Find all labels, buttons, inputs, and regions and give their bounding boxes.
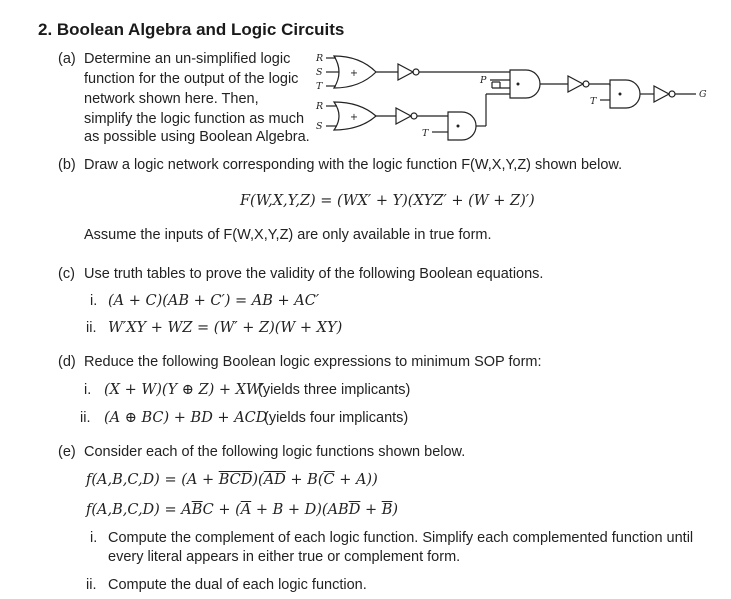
part-d-item-2-expr: (A ⊕ BC) + BD + ACD (104, 410, 268, 426)
f2-bar-d: $\overline{D}$ (348, 502, 361, 518)
part-c-item-1-num: i. (90, 293, 98, 309)
part-b-note: Assume the inputs of F(W,X,Y,Z) are only available in true form. (84, 227, 492, 243)
part-e-item-2-line-1: Compute the dual of each logic function. (108, 577, 367, 593)
part-a-line-1: Determine an un-simplified logic (84, 51, 291, 67)
part-e-text: Consider each of the following logic functions shown below. (84, 444, 466, 460)
part-d-text: Reduce the following Boolean logic expressions to minimum SOP form: (84, 354, 542, 370)
part-e-item-1-line-2: every literal appears in either true or complement form. (108, 549, 461, 565)
part-c-text: Use truth tables to prove the validity of the following Boolean equations. (84, 266, 544, 282)
part-d-item-1-expr: (X + W)(Y ⊕ Z) + XW′ (104, 382, 265, 398)
part-c-item-1-expr: (A + C)(AB + C′) = AB + AC′ (108, 293, 320, 309)
f1-lhs: f(A,B,C,D) = (A + (86, 472, 219, 488)
f2-mid-2: + B + D)(AB (251, 502, 349, 518)
part-b-label: (b) (58, 157, 76, 173)
part-a-line-3 (84, 90, 306, 108)
part-a-line-5: as possible using Boolean Algebra. (84, 129, 310, 145)
logic-circuit-diagram (310, 50, 710, 150)
part-d-item-1-note: (yields three implicants) (258, 382, 411, 398)
f2-mid-3: + (360, 502, 382, 518)
and-gate-3 (448, 112, 476, 140)
part-d-item-2-num: ii. (80, 410, 91, 426)
f1-mid-1: )( (252, 472, 264, 488)
part-d-item-2-note: (yields four implicants) (264, 410, 409, 426)
and-gate-1 (510, 70, 540, 98)
f2-bar-b: $\overline{B}$ (191, 502, 203, 518)
f1-bar-bcd: $\overline{BCD}$ (218, 472, 253, 488)
part-b-text: Draw a logic network corresponding with the logic function F(W,X,Y,Z) shown below. (84, 157, 623, 173)
part-d-label: (d) (58, 354, 76, 370)
part-e-item-2-num: ii. (86, 577, 97, 593)
f1-bar-c: $\overline{C}$ (323, 472, 335, 488)
f2-bar-b2: $\overline{B}$ (381, 502, 393, 518)
f1-bar-ad: $\overline{AD}$ (263, 472, 286, 488)
part-a-line-3-text: network shown here. Then, (84, 91, 259, 107)
part-a-label: (a) (58, 51, 76, 67)
inverter-bottom (396, 108, 411, 124)
part-e-label: (e) (58, 444, 76, 460)
or-symbol-top: + (350, 68, 358, 79)
and-gate-2 (610, 80, 640, 108)
part-c-item-2-num: ii. (86, 320, 97, 336)
f1-mid-2: + B( (285, 472, 324, 488)
section-heading: 2. Boolean Algebra and Logic Circuits (38, 20, 345, 39)
f2-tail: ) (392, 502, 399, 518)
part-b-equation: F(W,X,Y,Z) = (WX′ + Y)(XYZ′ + (W + Z)′) (240, 193, 535, 209)
part-c-label: (c) (58, 266, 75, 282)
inverter-output (654, 86, 669, 102)
part-c-item-2-expr: W′XY + WZ = (W′ + Z)(W + XY) (108, 320, 343, 336)
input-p: P (480, 75, 487, 86)
f2-mid-1: C + ( (202, 502, 241, 518)
inverter-middle (568, 76, 583, 92)
part-e-item-1-num: i. (90, 530, 98, 546)
f2-lhs: f(A,B,C,D) = A (86, 502, 192, 518)
part-e-function-1 (86, 471, 378, 489)
input-t-top: T (316, 81, 323, 92)
input-t-middle: T (590, 96, 597, 107)
input-t-bottom: T (422, 128, 429, 139)
input-r-top: R (316, 53, 324, 64)
inverter-top (398, 64, 413, 80)
input-s-bottom: S (316, 121, 323, 132)
part-e-item-1-line-1: Compute the complement of each logic function. Simplify each complemented function until (108, 530, 694, 546)
f2-bar-a: $\overline{A}$ (240, 502, 252, 518)
f1-tail: + A)) (334, 472, 378, 488)
output-g: G (699, 89, 707, 100)
part-e-function-2 (86, 501, 398, 519)
part-d-item-1-num: i. (84, 382, 92, 398)
input-r-bottom: R (316, 101, 324, 112)
part-a-line-2: function for the output of the logic (84, 71, 299, 87)
or-symbol-bottom: + (350, 112, 358, 123)
input-s-top: S (316, 67, 323, 78)
part-a-line-4: simplify the logic function as much (84, 111, 305, 127)
